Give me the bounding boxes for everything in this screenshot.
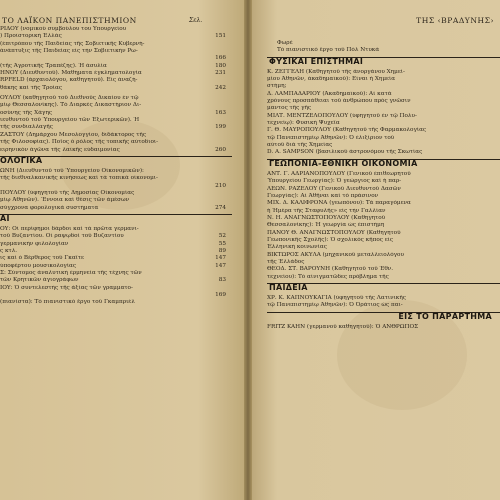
toc-entry-line: ἡ Ἡμέρα τῆς Σταφυλῆς» εἰς τὴν Γαλλίαν — [267, 207, 386, 214]
toc-entry-text: ΠΟΥΛΟΥ (ὑφηγητοῦ τῆς Δημοσίας Οἰκονομίας — [0, 189, 135, 196]
toc-entry-line: τῷ Πανεπιστημίῳ Ἀθηνῶν): Ὁ ἐλιξίριον τοῦ — [267, 134, 395, 141]
toc-page-number: 210 — [215, 182, 226, 189]
toc-page-number: 260 — [215, 146, 226, 153]
toc-entry-text: οσύνης τῆς Χάγης — [0, 109, 53, 116]
toc-entry-line — [0, 226, 232, 233]
toc-entry-line: αὐτοῦ διὰ τῆς Χημείας — [267, 142, 333, 149]
toc-entry-line — [0, 139, 232, 146]
toc-entry-line: ΧΡ. Κ. ΚΑΠΝΟΥΚΑΓΙΑ (ὑφηγητοῦ τῆς Λατινικῆς — [267, 294, 406, 301]
toc-entry-text: τοῦ Βυζαντίου. Οἱ ραψῳδοὶ τοῦ Βυζαντίου — [0, 233, 124, 240]
toc-entry-line — [0, 205, 232, 212]
toc-page-number: 52 — [218, 233, 226, 240]
toc-entry-line — [0, 77, 232, 84]
right-block-2 — [267, 171, 500, 281]
toc-entry-line — [0, 124, 232, 131]
toc-entry-line — [0, 285, 232, 292]
toc-entry-text: ἀνάπτυξις τῆς Παιδείας εἰς τὴν Σοβιετικὴν Ρω- — [0, 48, 138, 55]
right-block-4 — [267, 324, 500, 331]
toc-entry-text: ις καὶ ὁ Βέρθερος τοῦ Γκαῖτε — [0, 255, 84, 262]
toc-page-number: 180 — [215, 62, 226, 69]
toc-entry-line: ΜΙΧ. Δ. ΚΑΛΙΦΡΟΝΑ (γεωπόνου): Τὰ παραγόμενα — [267, 200, 411, 207]
toc-entry-text: ΖΑΣΤΟΥ (Δημάρχου Μεσολογγίου, διδάκτορος τῆς — [0, 131, 147, 138]
toc-page-number: 147 — [215, 255, 226, 262]
page-column-label: Σελ. — [189, 17, 203, 24]
toc-entry-line: χρόνους προσπάθειαι τοῦ ἀνθρώπου πρὸς γνῶσιν — [267, 98, 411, 105]
toc-entry-line — [0, 270, 232, 277]
left-section-heading — [0, 156, 232, 166]
toc-entry-line — [0, 48, 232, 55]
toc-page-number: 242 — [215, 84, 226, 91]
toc-entry-text: σύγχρονα φορολογικὰ συστήματα — [0, 204, 99, 211]
toc-entry-line — [0, 277, 232, 284]
toc-entry-text: τῶν Κρητικῶν ἁγιογράφων — [0, 277, 79, 284]
toc-page-number: 199 — [215, 124, 226, 131]
toc-entry-line — [0, 26, 232, 33]
left-page — [0, 0, 247, 500]
book-gutter — [244, 0, 252, 500]
toc-entry-text: τῆς συνδιαλλαγῆς — [0, 124, 53, 131]
section-title: ΓΕΩΠΟΝΙΑ-ΕΘΝΙΚΗ ΟΙΚΟΝΟΜΙΑ — [269, 158, 418, 168]
section-title: ΠΑΙΔΕΙΑ — [269, 282, 308, 292]
toc-entry-line: ΠΑΝΟΥ Θ. ΑΝΑΓΝΩΣΤΟΠΟΥΛΟΥ (Καθηγητοῦ — [267, 229, 401, 236]
toc-entry-line: Ν. Η. ΑΝΑΓΝΩΣΤΟΠΟΥΛΟΥ (Καθηγητοῦ — [267, 214, 386, 221]
toc-entry-line — [0, 183, 232, 190]
toc-entry-line — [0, 85, 232, 92]
toc-entry-text: ΩΝΗ (Διευθυντοῦ τοῦ Ὑπουργείου Οἰκονομικῶν): — [0, 167, 144, 174]
right-page — [247, 0, 500, 500]
right-top-lines — [267, 40, 500, 55]
toc-entry-line — [0, 168, 232, 175]
toc-entry-line: Γεωργίας): Αἱ Ἀθῆναι καὶ τὸ πράσινον — [267, 192, 379, 199]
toc-entry-text: RPFELD (ἀρχαιολόγου, καθηγητοῦ). Εἰς ἀναζή- — [0, 77, 138, 84]
section-title: ΑΙ — [0, 213, 10, 223]
toc-entry-line: Θεσσαλονίκης): Ἡ γεωργία ὡς ἐπιστήμη — [267, 222, 385, 229]
toc-entry-line: ΒΙΚΤΩΡΟΣ ΑΚΥΛΑ (μηχανικοῦ μεταλλειολόγου — [267, 251, 404, 258]
toc-entry-text: ΟΥΛΟΥ (καθηγητοῦ τοῦ Διεθνοῦς Δικαίου ἐν τῷ — [0, 95, 139, 102]
left-block-4 — [0, 226, 232, 307]
toc-entry-line: ΘΕΟΔ. ΣΤ. ΒΑΡΟΥΝΗ (Καθηγητοῦ τοῦ Ἐθν. — [267, 266, 394, 273]
section-title: ΟΛΟΓΙΚΑ — [0, 155, 43, 165]
toc-entry-line: τῆς Ἑλλάδος — [267, 258, 305, 265]
toc-entry-line — [0, 292, 232, 299]
toc-entry-text: τῆς διεθναλκανικῆς κινήσεως καὶ τὰ τοπικὰ οἰκονομι- — [0, 175, 158, 182]
toc-entry-line: Τὸ πιανιστικὸ ἔργο τοῦ Πὸλ Ντυκὰ — [277, 47, 380, 54]
toc-page-number: 169 — [215, 292, 226, 298]
toc-entry-text: ὑποφέρτου μουσικολογίας — [0, 262, 77, 269]
right-section-heading — [267, 312, 500, 322]
toc-entry-line: Ὑπουργείου Γεωργίας): Ὁ γεώργιος καὶ ἡ παρ- — [267, 178, 402, 185]
toc-page-number: 274 — [215, 204, 226, 211]
right-block-3 — [267, 295, 500, 310]
right-toc-column — [267, 40, 500, 331]
left-running-head: ΤΟ ΛΑΪΚΟΝ ΠΑΝΕΠΙΣΤΗΜΙΟΝ — [2, 16, 137, 25]
toc-entry-line: μίου Ἀθηνῶν, ἀκαδημαϊκοῦ): Εἶναι ἡ Χημεία — [267, 76, 396, 83]
right-section-heading — [267, 57, 500, 67]
section-rule — [0, 214, 232, 215]
toc-entry-line: Γεωπονικῆς Σχολῆς): Ὁ σχολικὸς κῆπος εἰς — [267, 236, 394, 243]
toc-entry-line: Ἑλληνικὴ κοινωνίας — [267, 244, 327, 251]
right-block-1 — [267, 69, 500, 157]
toc-entry-text: (ἐπιτρόπου τῆς Παιδείας τῆς Σοβιετικῆς Κυβερνή- — [0, 40, 145, 47]
left-block-2 — [0, 95, 232, 154]
left-section-heading — [0, 214, 232, 224]
toc-page-number: 231 — [215, 70, 226, 77]
toc-entry-line: ΛΕΩΝ. ΡΑΖΕΛΟΥ (Γενικοῦ Διευθυντοῦ Δασῶν — [267, 185, 401, 192]
toc-entry-line — [0, 63, 232, 70]
toc-entry-line: τῷ Πανεπιστημίῳ Ἀθηνῶν): Ὁ Ὀράτιος ὡς παι- — [267, 302, 403, 309]
toc-entry-line: Κ. ΖΕΓΓΕΛΗ (Καθηγητοῦ τῆς ἀνοργάνου Χημεί- — [267, 68, 405, 75]
toc-entry-line: ΑΝΤ. Γ. ΑΔΡΙΑΝΟΠΟΥΛΟΥ (Γενικοῦ ἐπιθεωρητοῦ — [267, 170, 411, 177]
section-title: ΦΥΣΙΚΑΙ ΕΠΙΣΤΗΜΑΙ — [269, 56, 364, 66]
toc-entry-text: μίῳ Θεσσαλονίκης). Τὸ Διαρκὲς Δικαστήριον Δι- — [0, 102, 142, 109]
toc-entry-line: Φωρὲ — [277, 40, 293, 46]
toc-entry-text: τῆς Φιλοσοφίας). Ποῖος ὁ ρόλος τῆς τοπικῆς αὐτοδιοι- — [0, 139, 159, 146]
left-toc-column — [0, 26, 232, 307]
toc-entry-text: ΙΟΥ: Ὁ συντελεστὴς τῆς ἀξίας τῶν γραμματο- — [0, 284, 133, 291]
toc-page-number: 166 — [215, 55, 226, 62]
right-running-head: ΤΗΣ ‹ΒΡΑΔΥΝΗΣ› — [416, 16, 494, 25]
toc-entry-text: γερμανικὴν φιλολογίαν — [0, 240, 69, 247]
toc-entry-line — [0, 41, 232, 48]
toc-entry-line — [0, 102, 232, 109]
toc-entry-line — [0, 248, 232, 255]
toc-entry-text: (πιανίστα): Τὸ πιανιστικὸ ἔργο τοῦ Γκαμπριέλ — [0, 299, 135, 306]
toc-entry-text: θάκης καὶ τῆς Τροίας — [0, 84, 63, 91]
toc-entry-text: ) Προϊστορική Ἑλλάς — [0, 33, 62, 40]
toc-entry-line: ΜΙΛΤ. ΜΕΝΤΖΕΛΟΠΟΥΛΟΥ (ὑφηγητοῦ ἐν τῷ Πολυ- — [267, 112, 417, 119]
toc-entry-line — [0, 55, 232, 62]
toc-entry-line — [0, 117, 232, 124]
toc-entry-line — [0, 70, 232, 77]
toc-entry-line — [0, 299, 232, 306]
toc-entry-text: Σ: Σύντομος ἀναλυτικὴ ἑρμηνεία τῆς τέχνης τῶν — [0, 269, 142, 276]
toc-entry-line — [0, 132, 232, 139]
left-block-3 — [0, 168, 232, 212]
toc-entry-text: ς κτλ. — [0, 247, 18, 254]
toc-page-number: 151 — [215, 33, 226, 40]
left-block-1 — [0, 26, 232, 92]
toc-entry-line — [0, 241, 232, 248]
toc-page-number: 55 — [218, 240, 226, 247]
toc-entry-text: ειρηνικὸν ἀγῶνα τῆς λαϊκῆς εὐδαιμονίας — [0, 146, 120, 153]
toc-entry-line: στήμη; — [267, 83, 287, 90]
toc-entry-line: Δ. ΛΑΜΠΑΔΑΡΙΟΥ (Ἀκαδημαϊκοῦ): Αἱ κατὰ — [267, 90, 392, 97]
right-section-heading — [267, 283, 500, 293]
toc-entry-text: ΡΙΔΟΥ (νομικού συμβούλου του Υπουργείου — [0, 26, 127, 32]
right-section-heading — [267, 159, 500, 169]
toc-entry-text: ιευθυντοῦ τοῦ Ὑπουργείου τῶν Ἐξωτερικῶν). Ἡ — [0, 117, 140, 124]
toc-entry-line — [0, 110, 232, 117]
toc-page-number: 89 — [218, 247, 226, 254]
toc-entry-line: τεχνείῳ): Φυσικὴ Ψυχεῖα — [267, 120, 340, 127]
toc-entry-line: τεχνείου): Τὸ αἰνιγματῶδες πρόβλημα τῆς — [267, 273, 389, 280]
toc-entry-line — [0, 33, 232, 40]
toc-entry-line — [0, 95, 232, 102]
toc-entry-text: ΗΝΟΥ (Διευθυντοῦ). Μαθήματα ἐγκληματολογία — [0, 70, 142, 77]
toc-page-number: 147 — [215, 262, 226, 269]
toc-page-number: 83 — [218, 277, 226, 284]
toc-entry-line — [0, 255, 232, 262]
toc-page-number: 163 — [215, 109, 226, 116]
toc-entry-line: D. A. SAMPSON (βασιλικοῦ ἀστρονόμου τῆς Σκωτίας — [267, 149, 423, 156]
toc-entry-line: FRITZ KAHN (γερμανοῦ καθηγητοῦ): Ὁ ΑΝΘΡΩΠΟΣ — [267, 323, 419, 330]
toc-entry-line — [0, 175, 232, 182]
toc-entry-line — [0, 190, 232, 197]
section-title: ΕΙΣ ΤΟ ΠΑΡΑΡΤΗΜΑ — [398, 311, 492, 321]
toc-entry-line — [0, 263, 232, 270]
toc-entry-text: (τῆς Ἀγροτικῆς Τραπέζης). Ἡ ἀσυλία — [0, 62, 107, 69]
toc-entry-line — [0, 197, 232, 204]
toc-entry-line — [0, 233, 232, 240]
toc-entry-line: μαντος τῆς γῆς — [267, 105, 312, 112]
toc-entry-line: Γ. Θ. ΜΑΥΡΟΠΟΥΛΟΥ (Καθηγητοῦ τῆς Φαρμακολογίας — [267, 127, 427, 134]
toc-entry-text: μίῳ Ἀθηνῶν). Ἔννοια καὶ θέσις τῶν ἀμέσων — [0, 197, 130, 204]
toc-entry-line — [0, 147, 232, 154]
toc-entry-text: ΟΥ: Οἱ περίφημοι δάρδοι καὶ τὰ πρῶτα γερμανι- — [0, 225, 139, 232]
